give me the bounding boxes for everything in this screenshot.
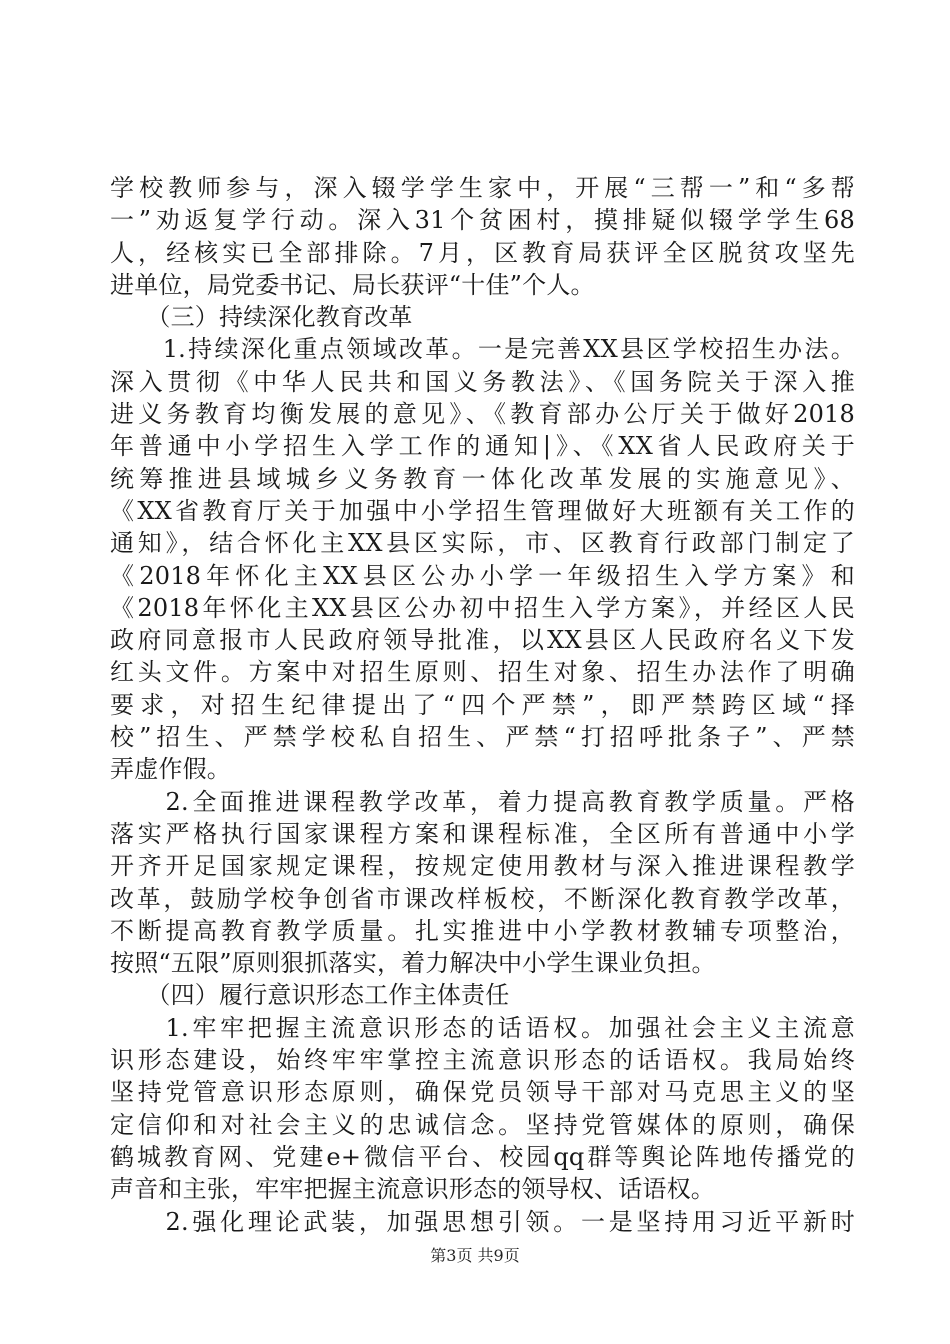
document-body	[110, 172, 855, 1238]
text-line: 定信仰和对社会主义的忠诚信念。坚持党管媒体的原则，确保	[110, 1110, 855, 1139]
text-line: 坚持党管意识形态原则，确保党员领导干部对马克思主义的坚	[110, 1078, 855, 1107]
text-line: 按照“五限”原则狠抓落实，着力解决中小学生课业负担。	[110, 949, 716, 978]
text-line: 《XX省教育厅关于加强中小学招生管理做好大班额有关工作的	[110, 496, 855, 525]
text-line: 弄虚作假。	[110, 755, 231, 784]
text-line: 不断提高教育教学质量。扎实推进中小学教材教辅专项整治，	[110, 916, 855, 945]
text-line: 开齐开足国家规定课程，按规定使用教材与深入推进课程教学	[110, 852, 855, 881]
text-line: 政府同意报市人民政府领导批准，以XX县区人民政府名义下发	[110, 626, 855, 655]
text-line: 《2018年怀化主XX县区公办初中招生入学方案》，并经区人民	[110, 593, 855, 622]
text-line: 统筹推进县域城乡义务教育一体化改革发展的实施意见》、	[110, 464, 855, 493]
text-line: 红头文件。方案中对招生原则、招生对象、招生办法作了明确	[110, 658, 855, 687]
text-line: 通知》，结合怀化主XX县区实际，市、区教育行政部门制定了	[110, 529, 855, 558]
text-line: 《2018年怀化主XX县区公办小学一年级招生入学方案》和	[110, 561, 855, 590]
text-line: 年普通中小学招生入学工作的通知|》、《XX省人民政府关于	[110, 432, 855, 461]
text-line: 一”劝返复学行动。深入31个贫困村，摸排疑似辍学学生68	[110, 206, 855, 235]
text-line: 声音和主张，牢牢把握主流意识形态的领导权、话语权。	[110, 1175, 715, 1204]
page-footer: 第3页 共9页	[430, 1246, 520, 1265]
text-line: 2.强化理论武装，加强思想引领。一是坚持用习近平新时	[110, 1207, 855, 1236]
section-heading: （三）持续深化教育改革	[110, 303, 413, 332]
text-line: 深入贯彻《中华人民共和国义务教法》、《国务院关于深入推	[110, 367, 855, 396]
text-line: 校”招生、严禁学校私自招生、严禁“打招呼批条子”、严禁	[110, 723, 855, 752]
text-line: 要求，对招生纪律提出了“四个严禁”，即严禁跨区域“择	[110, 690, 855, 719]
text-line: 1.持续深化重点领域改革。一是完善XX县区学校招生办法。	[110, 335, 855, 364]
text-line: 进单位，局党委书记、局长获评“十佳”个人。	[110, 270, 595, 299]
text-line: 鹤城教育网、党建e+微信平台、校园qq群等舆论阵地传播党的	[110, 1142, 855, 1171]
text-line: 人，经核实已全部排除。7月，区教育局获评全区脱贫攻坚先	[110, 238, 855, 267]
section-heading: （四）履行意识形态工作主体责任	[110, 981, 510, 1010]
text-line: 进义务教育均衡发展的意见》、《教育部办公厅关于做好2018	[110, 400, 855, 429]
text-line: 1.牢牢把握主流意识形态的话语权。加强社会主义主流意	[110, 1013, 855, 1042]
text-line: 改革，鼓励学校争创省市课改样板校，不断深化教育教学改革，	[110, 884, 855, 913]
text-line: 落实严格执行国家课程方案和课程标准，全区所有普通中小学	[110, 819, 855, 848]
text-line: 学校教师参与，深入辍学学生家中，开展“三帮一”和“多帮	[110, 174, 855, 202]
text-line: 2.全面推进课程教学改革，着力提高教育教学质量。严格	[110, 787, 855, 816]
text-line: 识形态建设，始终牢牢掌控主流意识形态的话语权。我局始终	[110, 1046, 855, 1075]
